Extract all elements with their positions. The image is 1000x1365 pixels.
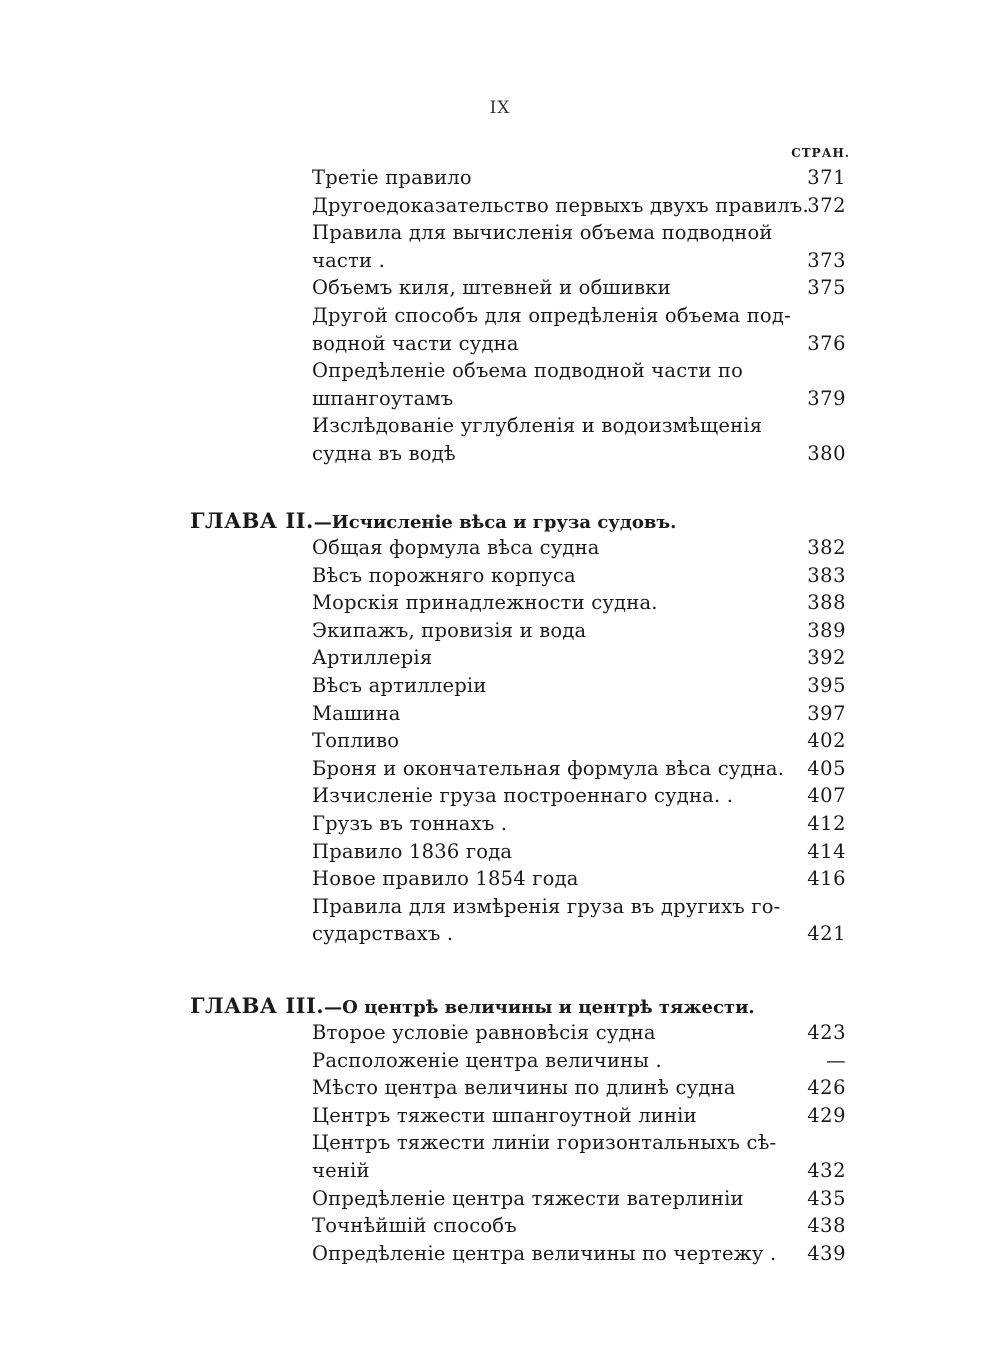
toc-entry-page-number: 432 bbox=[807, 1159, 846, 1182]
chapter-heading bbox=[190, 993, 810, 1018]
toc-entry-page-number: 379 bbox=[807, 386, 846, 410]
toc-entry-page-number: 421 bbox=[807, 922, 846, 946]
toc-entry-page-number: 373 bbox=[807, 248, 846, 272]
toc-entry-title-line: Мѣсто центра величины по длинѣ судна bbox=[312, 1076, 736, 1100]
toc-entry-page-number: 416 bbox=[807, 867, 846, 891]
toc-entry-page-number: 414 bbox=[807, 839, 846, 863]
toc-entry-page-number: 429 bbox=[807, 1103, 846, 1127]
toc-entry-title-line: Опредѣленіе центра тяжести ватерлиніи bbox=[312, 1186, 744, 1210]
toc-entry-page-number: 397 bbox=[807, 701, 846, 725]
toc-entry-title-line: Изчисленіе груза построеннаго судна. . bbox=[312, 784, 734, 808]
toc-entry-title-line: Броня и окончательная формула вѣса судна. bbox=[312, 756, 785, 780]
toc-entry-page-number: 405 bbox=[807, 756, 846, 780]
toc-entry-title-line: судна въ водѣ bbox=[312, 442, 456, 465]
chapter-title: —Исчисленіе вѣса и груза судовъ. bbox=[313, 512, 677, 533]
toc-entry-page-number: — bbox=[826, 1048, 846, 1072]
toc-entry-page-number: 380 bbox=[807, 442, 846, 465]
toc-entry-title-line: сударствахъ . bbox=[312, 922, 454, 946]
toc-entry-page-number: 435 bbox=[807, 1186, 846, 1210]
toc-entry-page-number: 426 bbox=[807, 1076, 846, 1100]
toc-entry-title-line: Правила для вычисленія объема подводной bbox=[312, 221, 773, 245]
toc-entry-title-line: Другоедоказательство первыхъ двухъ правилъ. bbox=[312, 193, 809, 217]
toc-entry-title-line: Объемъ киля, штевней и обшивки bbox=[312, 276, 671, 300]
toc-entry-title-line: Точнѣйшій способъ bbox=[312, 1214, 517, 1238]
toc-entry-title-line: Грузъ въ тоннахъ . bbox=[312, 812, 508, 835]
toc-entry-page-number: 407 bbox=[807, 784, 846, 808]
toc-entry-title-line: Третіе правило bbox=[312, 166, 472, 189]
chapter-title: —О центрѣ величины и центрѣ тяжести. bbox=[324, 997, 755, 1018]
toc-entry-page-number: 389 bbox=[807, 618, 846, 642]
toc-entry-title-line: Второе условіе равновѣсія судна bbox=[312, 1021, 656, 1044]
toc-entry-title-line: шпангоутамъ bbox=[312, 386, 454, 410]
toc-entry-title-line: части . bbox=[312, 248, 386, 272]
toc-entry-title-line: Другой способъ для опредѣленія объема под- bbox=[312, 304, 791, 327]
toc-entry-title-line: Общая формула вѣса судна bbox=[312, 536, 600, 559]
toc-entry-title-line: Новое правило 1854 года bbox=[312, 867, 579, 891]
toc-entry-title-line: Машина bbox=[312, 701, 401, 725]
toc-entry-title-line: ченій bbox=[312, 1159, 370, 1182]
toc-entry-page-number: 392 bbox=[807, 646, 846, 670]
toc-entry-page-number: 383 bbox=[807, 563, 846, 587]
toc-entry-title-line: Опредѣленіе центра величины по чертежу . bbox=[312, 1241, 777, 1265]
toc-entry-title-line: Топливо bbox=[312, 729, 400, 753]
toc-entry-title-line: Центръ тяжести линіи горизонтальныхъ сѣ- bbox=[312, 1131, 777, 1155]
toc-entry-page-number: 395 bbox=[807, 674, 846, 697]
toc-entry-title-line: Правило 1836 года bbox=[312, 839, 513, 863]
toc-entry-title-line: Морскія принадлежности судна. bbox=[312, 591, 658, 615]
toc-entry-page-number: 372 bbox=[807, 193, 846, 217]
toc-entry-title-line: Расположеніе центра величины . bbox=[312, 1048, 662, 1072]
toc-entry-title-line: Правила для измѣренія груза въ другихъ го- bbox=[312, 894, 781, 918]
toc-entry-page-number: 438 bbox=[807, 1214, 846, 1238]
chapter-label: ГЛАВА III. bbox=[190, 993, 325, 1018]
toc-entry-page-number: 382 bbox=[807, 536, 846, 559]
toc-entry-title-line: водной части судна bbox=[312, 331, 519, 355]
chapter-heading bbox=[190, 508, 810, 533]
toc-entry-page-number: 376 bbox=[807, 331, 846, 355]
toc-entry-title-line: Артиллерія bbox=[312, 646, 433, 670]
toc-entry-title-line: Экипажъ, провизія и вода bbox=[312, 618, 587, 642]
toc-entry-title-line: Центръ тяжести шпангоутной линіи bbox=[312, 1103, 697, 1127]
toc-entry-page-number: 371 bbox=[807, 166, 846, 189]
toc-entry-title-line: Изслѣдованіе углубленія и водоизмѣщенія bbox=[312, 414, 763, 438]
toc-entry-title-line: Вѣсъ артиллеріи bbox=[312, 674, 487, 697]
chapter-label: ГЛАВА II. bbox=[190, 508, 314, 533]
toc-entry-page-number: 402 bbox=[807, 729, 846, 753]
toc-entry-title-line: Опредѣленіе объема подводной части по bbox=[312, 359, 744, 383]
toc-entry-title-line: Вѣсъ порожняго корпуса bbox=[312, 563, 576, 587]
toc-entry-page-number: 423 bbox=[807, 1021, 846, 1044]
toc-entry-page-number: 388 bbox=[807, 591, 846, 615]
toc-entry-page-number: 375 bbox=[807, 276, 846, 300]
page-column-header: СТРАН. bbox=[791, 146, 850, 160]
toc-entry-page-number: 412 bbox=[807, 812, 846, 835]
toc-entry-page-number: 439 bbox=[807, 1241, 846, 1265]
page-number: IX bbox=[489, 98, 511, 118]
